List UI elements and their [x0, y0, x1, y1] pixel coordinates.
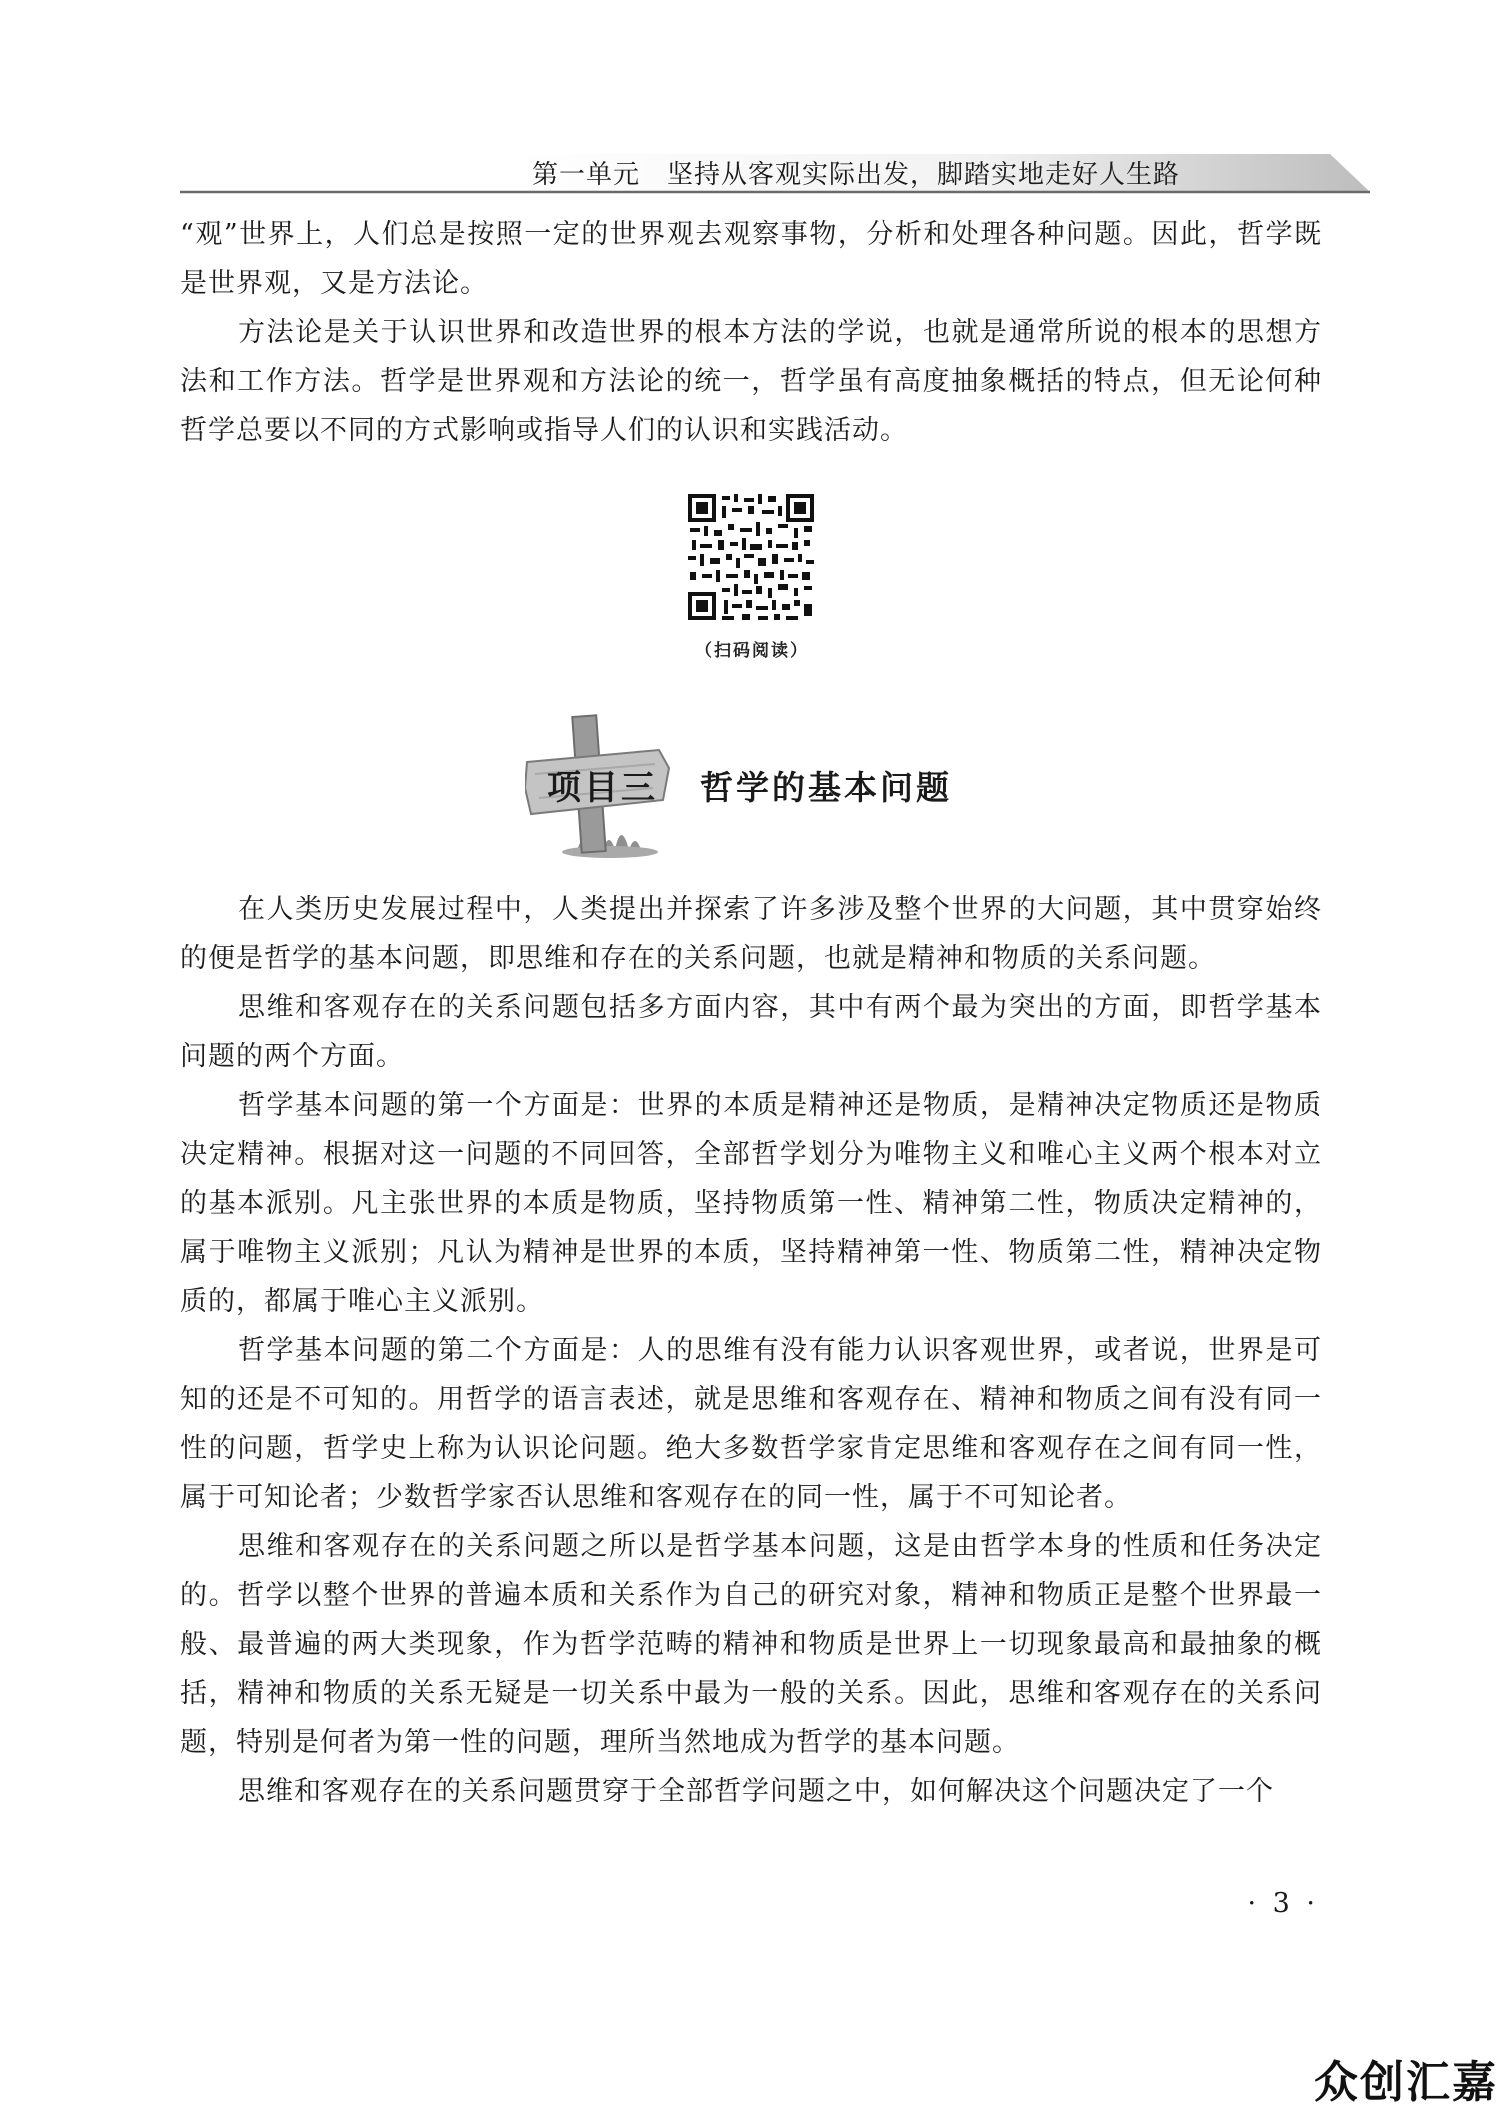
- paragraph: 思维和客观存在的关系问题之所以是哲学基本问题，这是由哲学本身的性质和任务决定的。哲学以整个世界的普遍本质和关系作为自己的研究对象，精神和物质正是整个世界最一般、最普遍的两大类现象，作为哲学范畴的精神和物质是世界上一切现象最高和最抽象的概括，精神和物质的关系无疑是一切关系中最为一般的关系。因此，思维和客观存在的关系问题，特别是何者为第一性的问题，理所当然地成为哲学的基本问题。: [180, 1531, 1322, 1758]
- paragraph: 思维和客观存在的关系问题包括多方面内容，其中有两个最为突出的方面，即哲学基本问题的两个方面。: [180, 992, 1322, 1072]
- qr-code-graphic: [686, 492, 816, 622]
- paragraph: “观”世界上，人们总是按照一定的世界观去观察事物，分析和处理各种问题。因此，哲学既是世界观，又是方法论。: [180, 219, 1322, 299]
- page-number: · 3 ·: [1247, 1888, 1319, 1919]
- paragraph: 方法论是关于认识世界和改造世界的根本方法的学说，也就是通常所说的根本的思想方法和工作方法。哲学是世界观和方法论的统一，哲学虽有高度抽象概括的特点，但无论何种哲学总要以不同的方式影响或指导人们的认识和实践活动。: [180, 317, 1322, 446]
- section-title: 哲学的基本问题: [700, 768, 952, 807]
- watermark: 众创汇嘉: [1314, 2057, 1498, 2108]
- paragraph: 在人类历史发展过程中，人类提出并探索了许多涉及整个世界的大问题，其中贯穿始终的便是哲学的基本问题，即思维和存在的关系问题，也就是精神和物质的关系问题。: [180, 894, 1322, 974]
- section-label: 项目三: [547, 768, 658, 808]
- paragraph: 哲学基本问题的第一个方面是：世界的本质是精神还是物质，是精神决定物质还是物质决定精神。根据对这一问题的不同回答，全部哲学划分为唯物主义和唯心主义两个根本对立的基本派别。凡主张世界的本质是物质，坚持物质第一性、精神第二性，物质决定精神的，属于唯物主义派别；凡认为精神是世界的本质，坚持精神第一性、物质第二性，精神决定物质的，都属于唯心主义派别。: [180, 1090, 1322, 1317]
- section-heading: [525, 710, 1025, 860]
- paragraph: 哲学基本问题的第二个方面是：人的思维有没有能力认识客观世界，或者说，世界是可知的还是不可知的。用哲学的语言表述，就是思维和客观存在、精神和物质之间有没有同一性的问题，哲学史上称为认识论问题。绝大多数哲学家肯定思维和客观存在之间有同一性，属于可知论者；少数哲学家否认思维和客观存在的同一性，属于不可知论者。: [180, 1335, 1322, 1513]
- intro-text: [180, 210, 1322, 455]
- header-title: 第一单元 坚持从客观实际出发，脚踏实地走好人生路: [531, 160, 1180, 190]
- paragraph: 思维和客观存在的关系问题贯穿于全部哲学问题之中，如何解决这个问题决定了一个: [238, 1776, 1274, 1807]
- body-text: [180, 885, 1322, 1816]
- qr-code[interactable]: [686, 492, 816, 622]
- running-header: [180, 148, 1370, 194]
- qr-caption: （扫码阅读）: [695, 641, 809, 661]
